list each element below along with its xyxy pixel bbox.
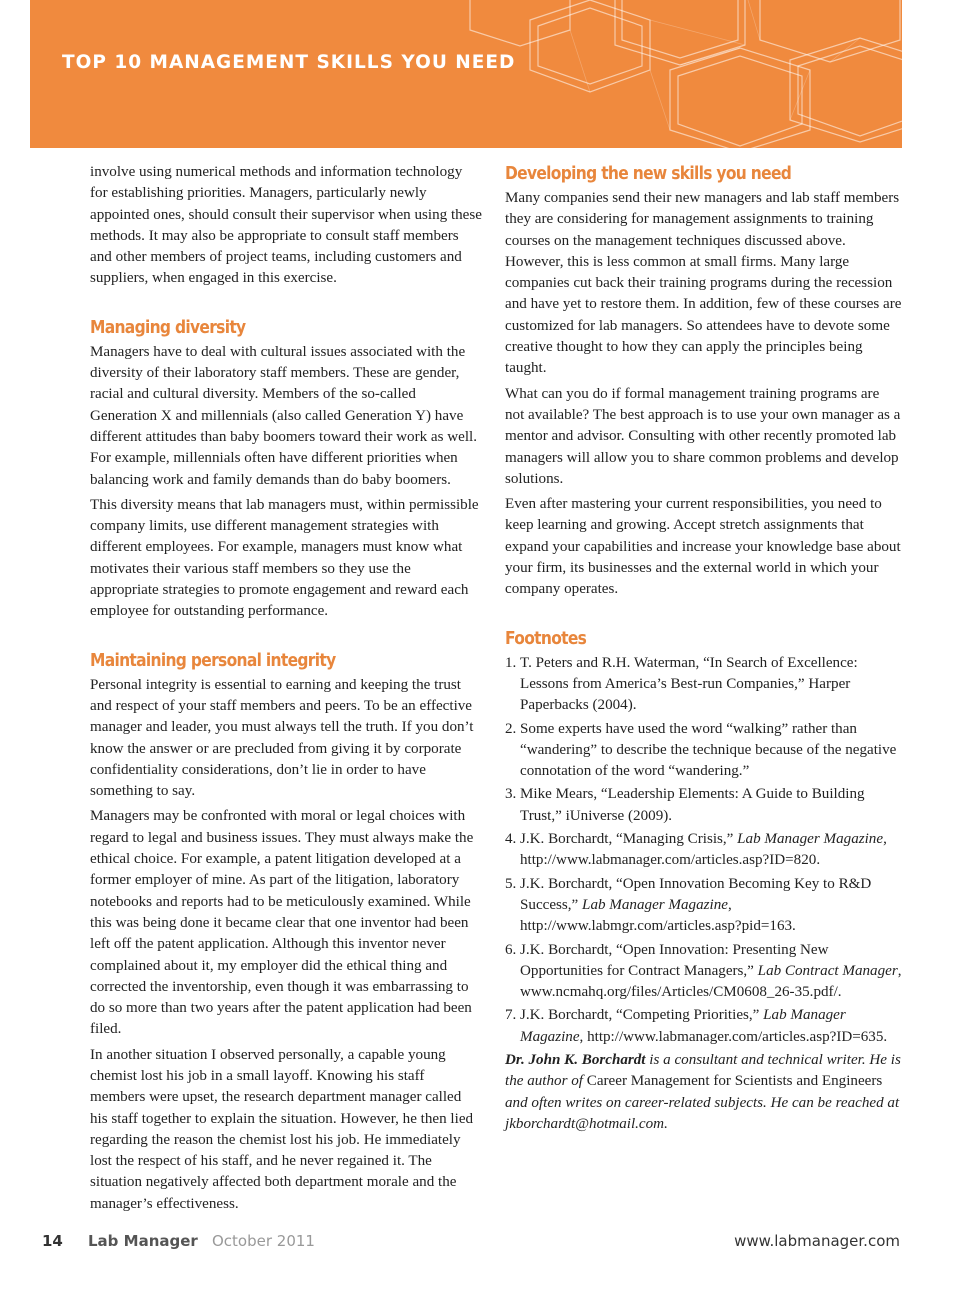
developing-paragraph-2: What can you do if formal management training programs are not available? The best approach is to use your own manager as a mentor and advisor. Consulting with other recently promoted lab managers will allow you to share common problems and develop solutions.: [505, 385, 901, 487]
diversity-paragraph-1: Managers have to deal with cultural issues associated with the diversity of their laboratory staff members. These are gender, racial and cultural diversity. Members of the so-called Generation X and millennials (also called Generation Y) have different attitudes than baby boomers toward their work as well. For example, millennials often have different priorities when balancing work and family demands than do baby boomers.: [90, 343, 478, 488]
integrity-paragraph-2: Managers may be confronted with moral or legal choices with regard to legal and business issues. They must always make the ethical choice. For example, a patent litigation developed at a former employer of mine. As part of the litigation, laboratory notebooks and reports had to be meticulously examined. While this was being done it became clear that one inventor had been left off the patent application. Although this inventor never complained about it, my employer did the ethical thing and corrected the inventorship, even though it was embarrassing to do so more than two years after the patent application had been filed.: [90, 808, 474, 1038]
heading-personal-integrity: Maintaining personal integrity: [90, 649, 336, 671]
author-bio-text-1: is a consultant and technical writer. He is the author of: [505, 1051, 901, 1090]
developing-paragraph-3: Even after mastering your current responsibilities, you need to keep learning and growing. Accept stretch assignments that expand your capabilities and increase your knowledge base about your firm, its businesses and the external world in which your company operates.: [505, 496, 901, 598]
footnote-number: 1.: [505, 654, 517, 671]
footnote-item: [505, 940, 902, 1004]
footnote-text-pre: J.K. Borchardt, “Open Innovation: Presenting New Opportunities for Contract Managers,”: [520, 941, 829, 979]
hexagon-graphic-icon: [30, 0, 902, 148]
integrity-paragraph-1: Personal integrity is essential to earning and keeping the trust and respect of your staff members and peers. To be an effective manager and leader, you must always tell the truth. If you don’t know the answer or are precluded from giving it by corporate confidentiality considerations, don’t lie in order to have something to say.: [90, 676, 474, 800]
magazine-name: Lab Manager: [88, 1232, 198, 1250]
footnote-publication: Lab Contract Manager: [757, 962, 898, 979]
heading-managing-diversity: Managing diversity: [90, 316, 246, 338]
footnote-number: 6.: [505, 941, 517, 958]
footnote-publication: Lab Manager Magazine: [737, 831, 884, 848]
footnote-item: [505, 653, 902, 717]
author-name: Dr. John K. Borchardt: [505, 1051, 646, 1068]
footnote-item: [505, 1005, 902, 1048]
developing-paragraph-1: Many companies send their new managers and lab staff members they are considering for management assignments to training courses on the management techniques discussed above. However, this is less common at small firms. Many large companies cut back their training programs during the recession and have yet to restore them. In addition, few of these courses are customized for lab managers. So attendees have to devote some creative thought to how they can apply the principles being taught.: [505, 190, 902, 377]
footnote-text-post: , http://www.labmanager.com/articles.asp?ID=635.: [579, 1028, 888, 1045]
footnote-number: 3.: [505, 786, 517, 803]
footnotes-list: [505, 653, 902, 1048]
footnote-number: 4.: [505, 831, 517, 848]
heading-developing-skills: Developing the new skills you need: [505, 163, 792, 184]
page-footer: [42, 1232, 900, 1254]
section-title: TOP 10 MANAGEMENT SKILLS YOU NEED: [62, 52, 516, 73]
footnote-text: Some experts have used the word “walking” rather than “wandering” to describe the technique because of the negative connotation of the word “wandering.”: [520, 720, 897, 780]
footnote-publication: Lab Manager Magazine: [520, 1007, 846, 1045]
heading-footnotes: Footnotes: [505, 627, 587, 649]
footnote-text-pre: J.K. Borchardt, “Managing Crisis,”: [520, 831, 738, 848]
footnote-text: T. Peters and R.H. Waterman, “In Search of Excellence: Lessons from America’s Best-run Companies,” Harper Paperbacks (2004).: [520, 654, 858, 714]
left-column: [90, 162, 482, 1219]
footnote-number: 7.: [505, 1007, 517, 1024]
website-link[interactable]: www.labmanager.com: [734, 1232, 900, 1250]
footnote-text-pre: J.K. Borchardt, “Competing Priorities,”: [520, 1007, 764, 1024]
footnote-item: [505, 874, 902, 938]
footnote-publication: Lab Manager Magazine: [582, 896, 728, 913]
footnote-item: [505, 719, 902, 783]
footnote-item: [505, 829, 902, 872]
footnote-number: 5.: [505, 875, 517, 892]
integrity-paragraph-3: In another situation I observed personally, a capable young chemist lost his job in a small layoff. Knowing his staff members were upset, the research department manager called his staff together to explain the situation. However, he then lied regarding the reason the chemist lost his job. He immediately lost the respect of his staff, and he never regained it. The situation negatively affected both department morale and the manager’s effectiveness.: [90, 1046, 474, 1212]
footnote-text-post: , http://www.labmgr.com/articles.asp?pid=163.: [520, 896, 796, 935]
page-number: 14: [42, 1232, 63, 1250]
author-bio-text-2: and often writes on career-related subjects. He can be reached at jkborchardt@hotmail.com.: [505, 1094, 900, 1132]
intro-paragraph: involve using numerical methods and information technology for establishing priorities. Managers, particularly newly appointed ones, should consult their supervisor when using these methods. It may also be appropriate to consult staff members and other members of project teams, including customers and suppliers, when engaged in this exercise.: [90, 164, 482, 287]
right-column: [505, 162, 902, 1139]
footnote-item: [505, 784, 902, 827]
footnote-text: Mike Mears, “Leadership Elements: A Guide to Building Trust,” iUniverse (2009).: [520, 786, 865, 824]
issue-date: October 2011: [212, 1232, 315, 1250]
footnote-text-post: , http://www.labmanager.com/articles.asp?ID=820.: [520, 831, 887, 869]
diversity-paragraph-2: This diversity means that lab managers must, within permissible company limits, use different management strategies with different employees. For example, managers must know what motivates their various staff members so they use the appropriate strategies to promote engagement and reward each employee for outstanding performance.: [90, 496, 479, 620]
footnote-text-pre: J.K. Borchardt, “Open Innovation Becoming Key to R&D Success,”: [520, 875, 872, 913]
header-banner: [30, 0, 902, 148]
author-bio: [505, 1050, 902, 1135]
author-book-title: Career Management for Scientists and Engineers: [586, 1073, 883, 1090]
footnote-number: 2.: [505, 720, 517, 737]
footnote-text-post: , www.ncmahq.org/files/Articles/CM0608_26-35.pdf/.: [520, 962, 902, 1001]
